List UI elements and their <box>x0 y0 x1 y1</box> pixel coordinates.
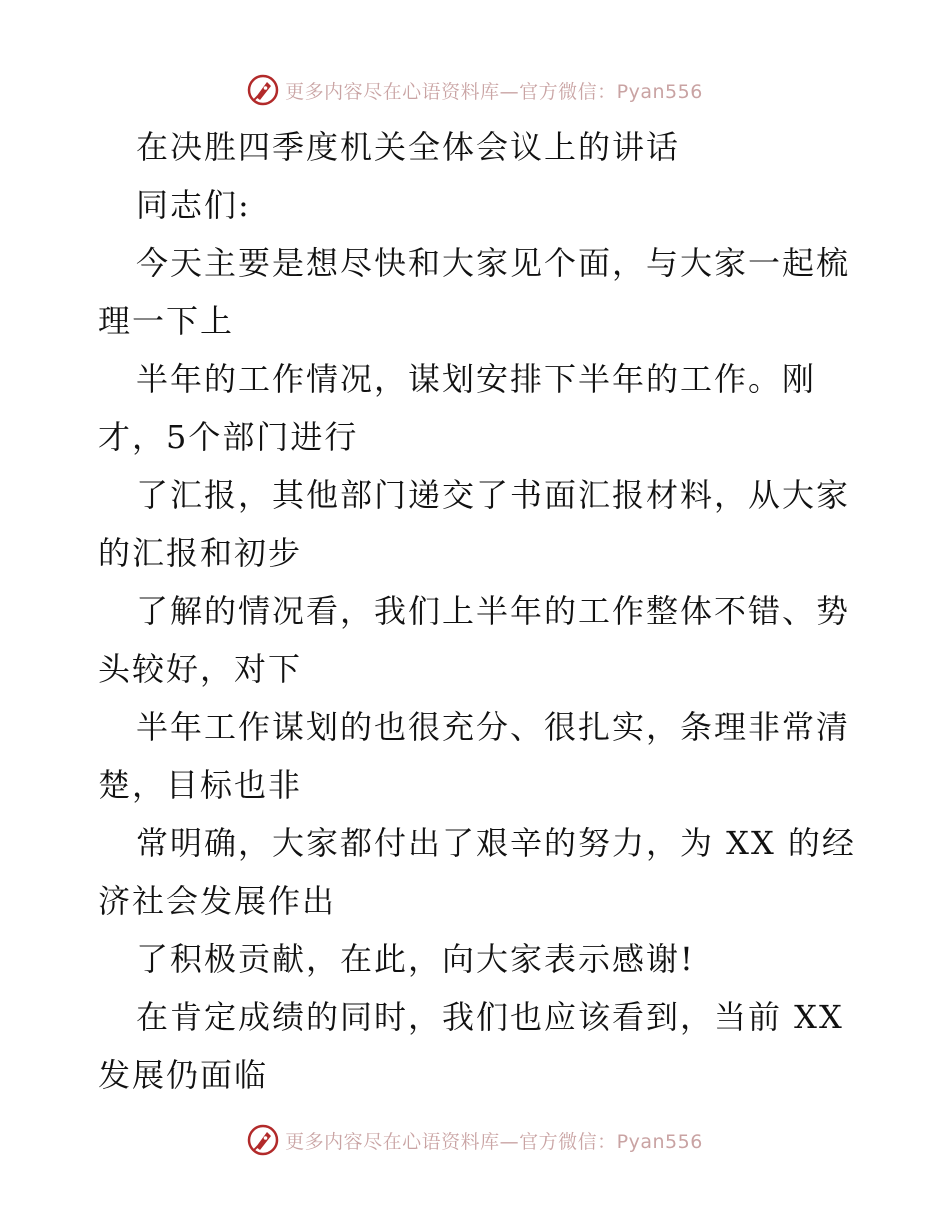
body-line: 才，5个部门进行 <box>98 418 359 456</box>
body-line: 了解的情况看，我们上半年的工作整体不错、势 <box>136 592 851 630</box>
body-line: 半年的工作情况，谋划安排下半年的工作。刚 <box>136 360 817 398</box>
header-banner-text: 更多内容尽在心语资料库—官方微信：Pyan556 <box>285 80 703 103</box>
body-line: 发展仍面临 <box>98 1056 269 1094</box>
pen-nib-logo-icon <box>247 1124 279 1156</box>
body-line: 理一下上 <box>98 302 235 340</box>
body-line: 的汇报和初步 <box>98 534 303 572</box>
body-line: 今天主要是想尽快和大家见个面，与大家一起梳 <box>136 244 851 282</box>
pen-nib-logo-icon <box>247 74 279 106</box>
salutation: 同志们: <box>136 186 251 224</box>
body-line: 了汇报，其他部门递交了书面汇报材料，从大家 <box>136 476 851 514</box>
header-banner <box>0 70 950 110</box>
footer-banner <box>0 1120 950 1160</box>
document-body <box>98 118 858 1104</box>
body-line: 在肯定成绩的同时，我们也应该看到，当前 XX <box>136 998 844 1036</box>
footer-banner-text: 更多内容尽在心语资料库—官方微信：Pyan556 <box>285 1130 703 1153</box>
body-line: 了积极贡献，在此，向大家表示感谢! <box>136 940 695 978</box>
document-title: 在决胜四季度机关全体会议上的讲话 <box>136 128 681 166</box>
body-line: 半年工作谋划的也很充分、很扎实，条理非常清 <box>136 708 851 746</box>
body-line: 楚，目标也非 <box>98 766 303 804</box>
body-line: 常明确，大家都付出了艰辛的努力，为 XX 的经 <box>136 824 856 862</box>
body-line: 头较好，对下 <box>98 650 303 688</box>
body-line: 济社会发展作出 <box>98 882 337 920</box>
